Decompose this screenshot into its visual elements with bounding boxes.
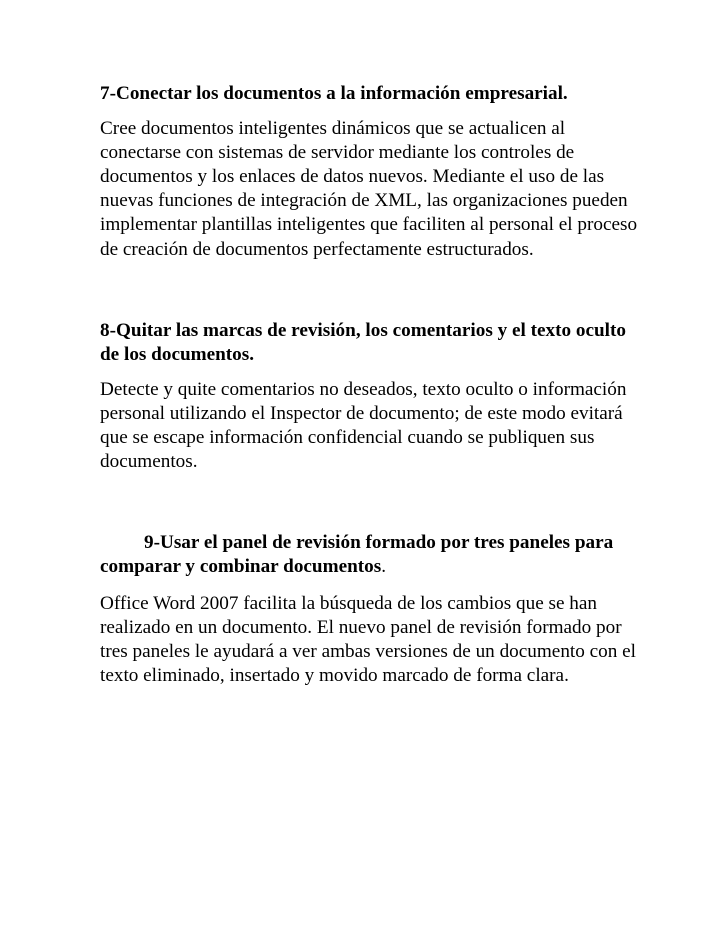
heading-trailing-period: . — [381, 556, 387, 578]
section-heading: 7-Conectar los documentos a la información empresarial. — [100, 83, 568, 104]
document-page — [100, 82, 640, 688]
section-9 — [100, 531, 640, 689]
section-body: Office Word 2007 facilita la búsqueda de los cambios que se han realizado en un documento. El nuevo panel de revisión formado por tres paneles le ayudará a ver ambas versiones de un documento con el texto eliminado, insertado y movido marcado de forma clara. — [100, 592, 636, 687]
section-heading-wrapper — [100, 531, 640, 580]
section-8 — [100, 319, 640, 475]
section-7 — [100, 82, 640, 262]
section-body: Cree documentos inteligentes dinámicos que se actualicen al conectarse con sistemas de servidor mediante los controles de documentos y los enlaces de datos nuevos. Mediante el uso de las nuevas funciones de integración de XML, las organizaciones pueden implementar plantillas inteligentes que faciliten al personal el proceso de creación de documentos perfectamente estructurados. — [100, 117, 638, 260]
section-heading: 8-Quitar las marcas de revisión, los comentarios y el texto oculto de los documentos. — [100, 319, 626, 366]
section-heading: 9-Usar el panel de revisión formado por tres paneles para comparar y combinar documentos — [100, 531, 614, 578]
section-body: Detecte y quite comentarios no deseados, texto oculto o información personal utilizando el Inspector de documento; de este modo evitará que se escape información confidencial cuando se publiquen sus documentos. — [100, 378, 627, 473]
